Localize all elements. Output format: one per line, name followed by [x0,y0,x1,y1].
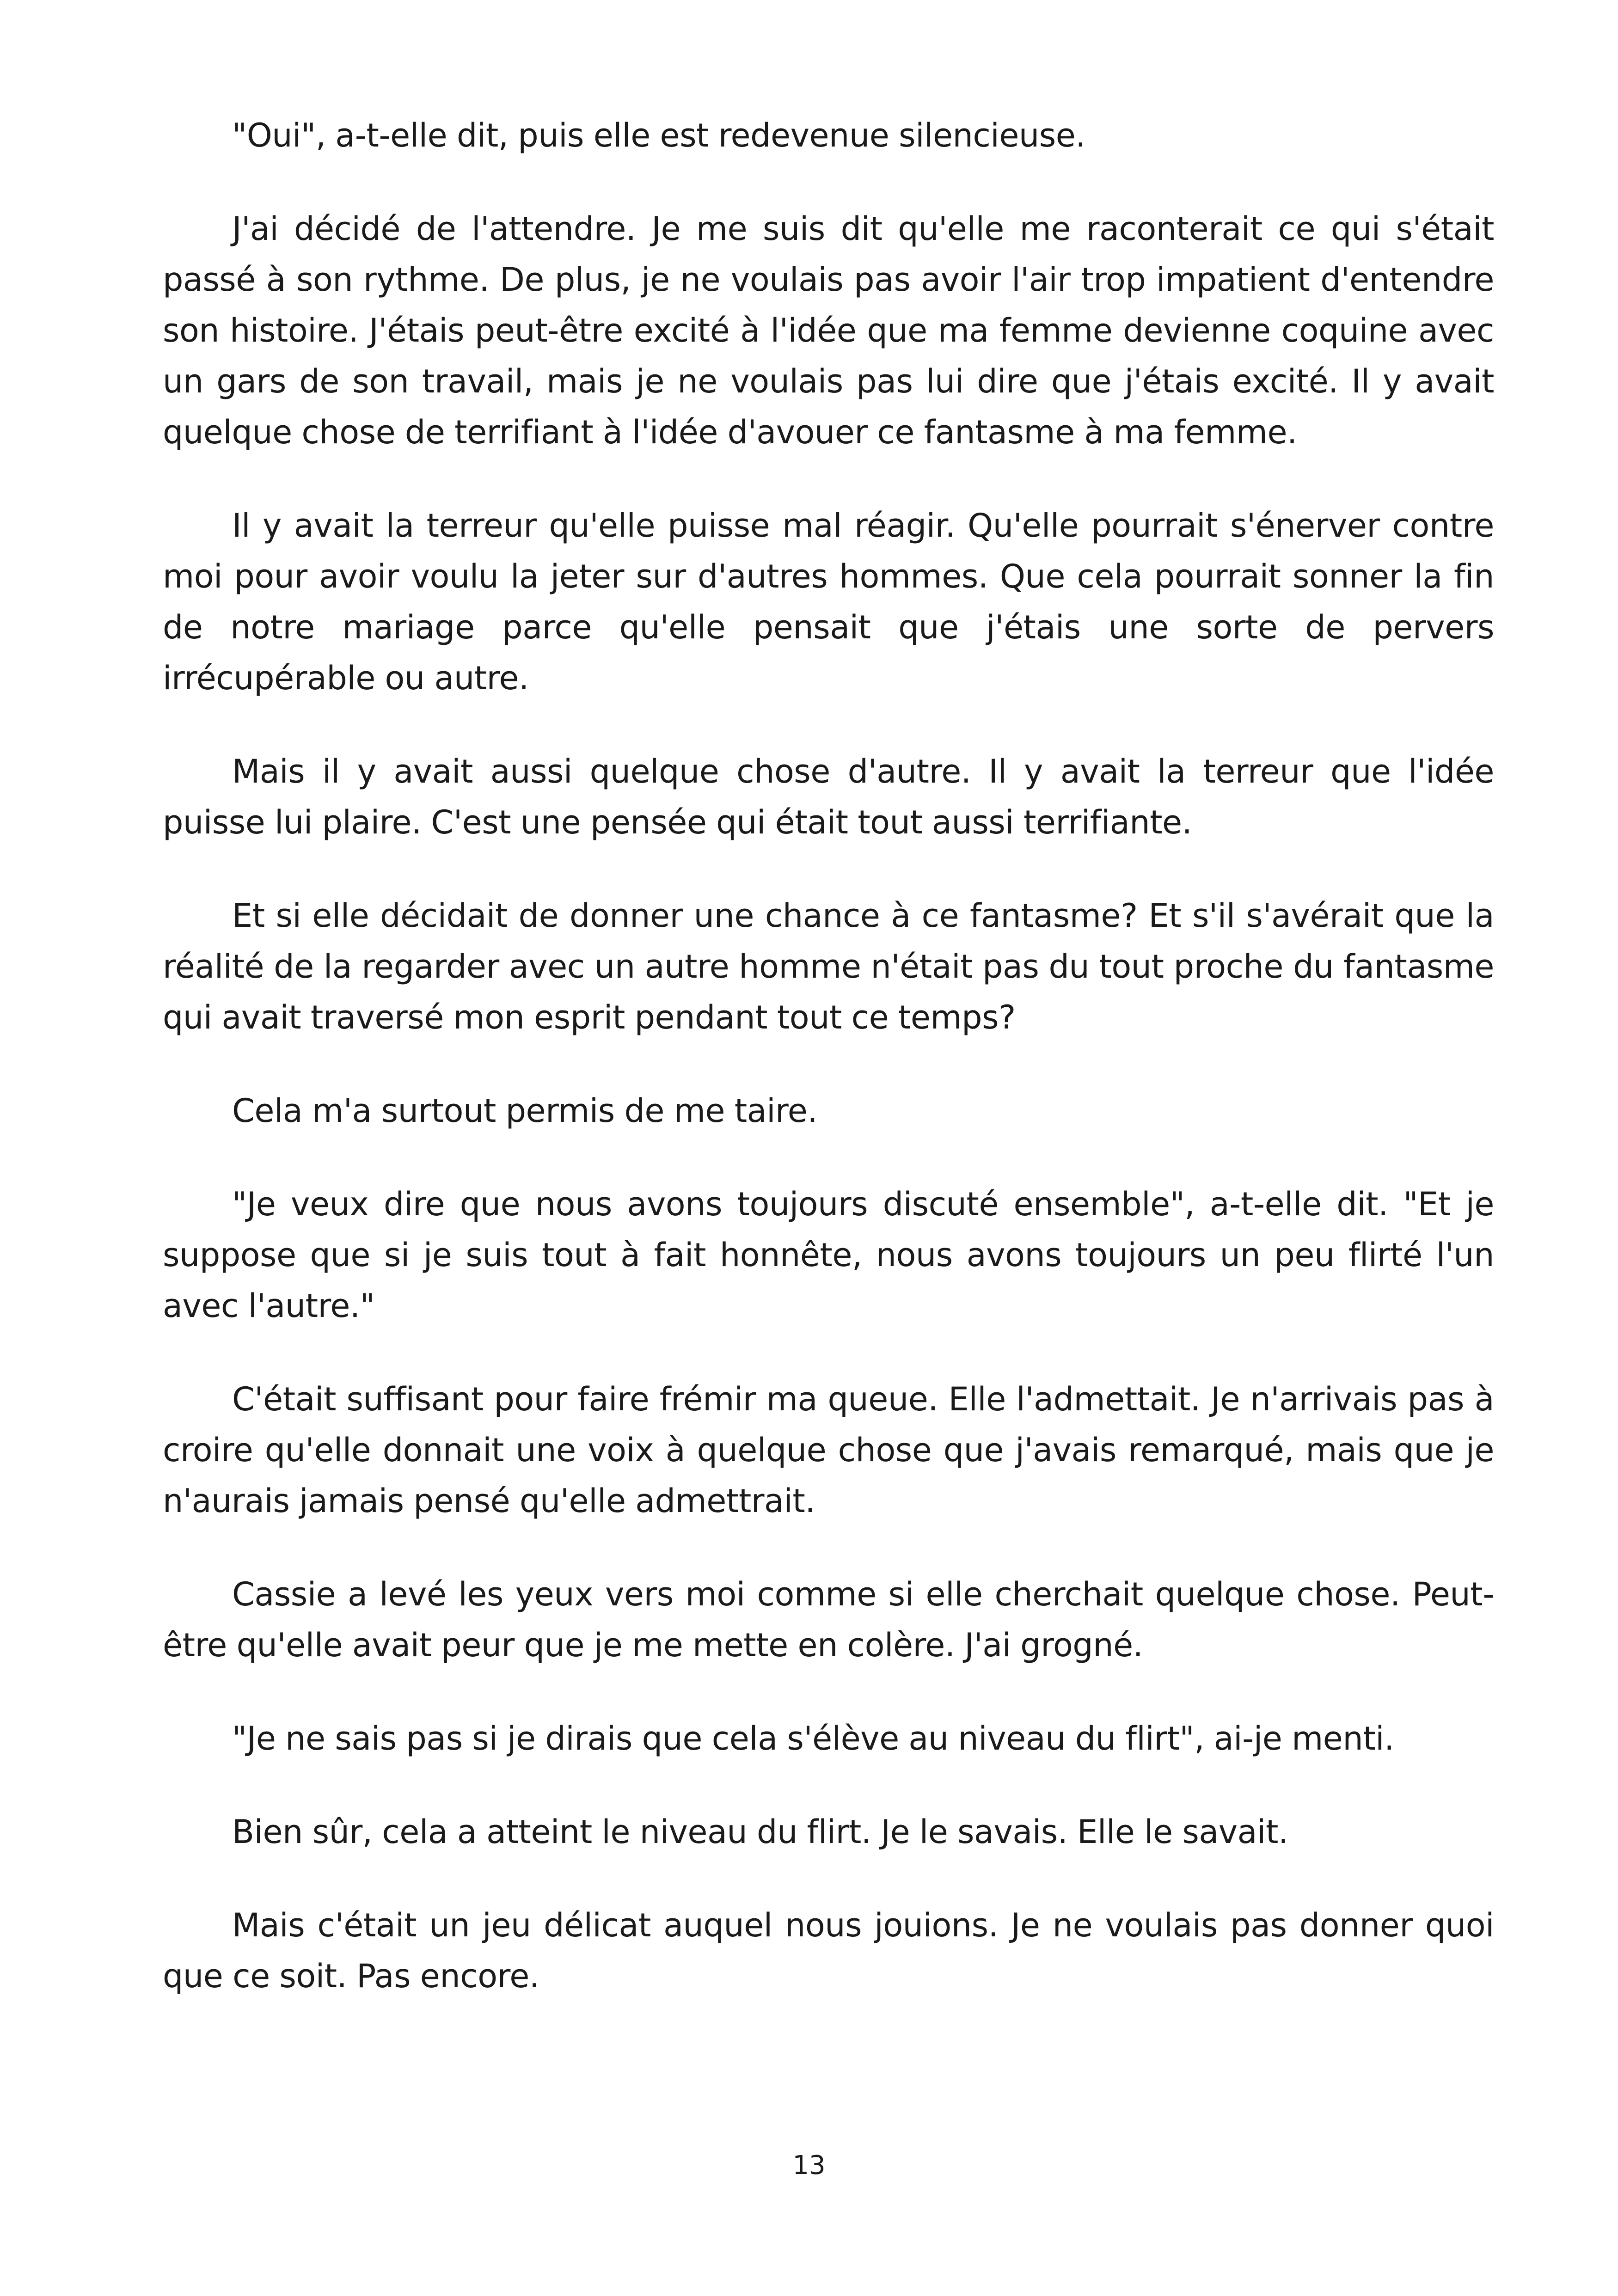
paragraph: Bien sûr, cela a atteint le niveau du flirt. Je le savais. Elle le savait. [232,1813,1288,1851]
paragraph: "Oui", a-t-elle dit, puis elle est redevenue silencieuse. [232,116,1086,154]
paragraph: Il y avait la terreur qu'elle puisse mal réagir. Qu'elle pourrait s'énerver contre moi pour avoir voulu la jeter sur d'autres hommes. Que cela pourrait sonner la fin de notre mariage parce qu'elle pensait que j'étais une sorte de pervers irrécupérable ou autre. [163,507,1494,697]
paragraph: Et si elle décidait de donner une chance à ce fantasme? Et s'il s'avérait que la réalité de la regarder avec un autre homme n'était pas du tout proche du fantasme qui avait traversé mon esprit pendant tout ce temps? [163,897,1494,1036]
paragraph: "Je veux dire que nous avons toujours discuté ensemble", a-t-elle dit. "Et je suppose que si je suis tout à fait honnête, nous avons toujours un peu flirté l'un avec l'autre." [163,1185,1494,1325]
paragraph: Cassie a levé les yeux vers moi comme si elle cherchait quelque chose. Peut-être qu'elle avait peur que je me mette en colère. J'ai grogné. [163,1575,1494,1664]
paragraph: Cela m'a surtout permis de me taire. [232,1092,818,1130]
page-number: 13 [792,2150,826,2180]
body-text [163,110,1494,2044]
paragraph: J'ai décidé de l'attendre. Je me suis dit qu'elle me raconterait ce qui s'était passé à son rythme. De plus, je ne voulais pas avoir l'air trop impatient d'entendre son histoire. J'étais peut-être excité à l'idée que ma femme devienne coquine avec un gars de son travail, mais je ne voulais pas lui dire que j'étais excité. Il y avait quelque chose de terrifiant à l'idée d'avouer ce fantasme à ma femme. [163,210,1494,451]
paragraph: Mais c'était un jeu délicat auquel nous jouions. Je ne voulais pas donner quoi que ce soit. Pas encore. [163,1906,1494,1995]
paragraph: "Je ne sais pas si je dirais que cela s'élève au niveau du flirt", ai-je menti. [232,1720,1394,1757]
paragraph: Mais il y avait aussi quelque chose d'autre. Il y avait la terreur que l'idée puisse lui plaire. C'est une pensée qui était tout aussi terrifiante. [163,753,1494,841]
paragraph: C'était suffisant pour faire frémir ma queue. Elle l'admettait. Je n'arrivais pas à croire qu'elle donnait une voix à quelque chose que j'avais remarqué, mais que je n'aurais jamais pensé qu'elle admettrait. [163,1380,1494,1520]
